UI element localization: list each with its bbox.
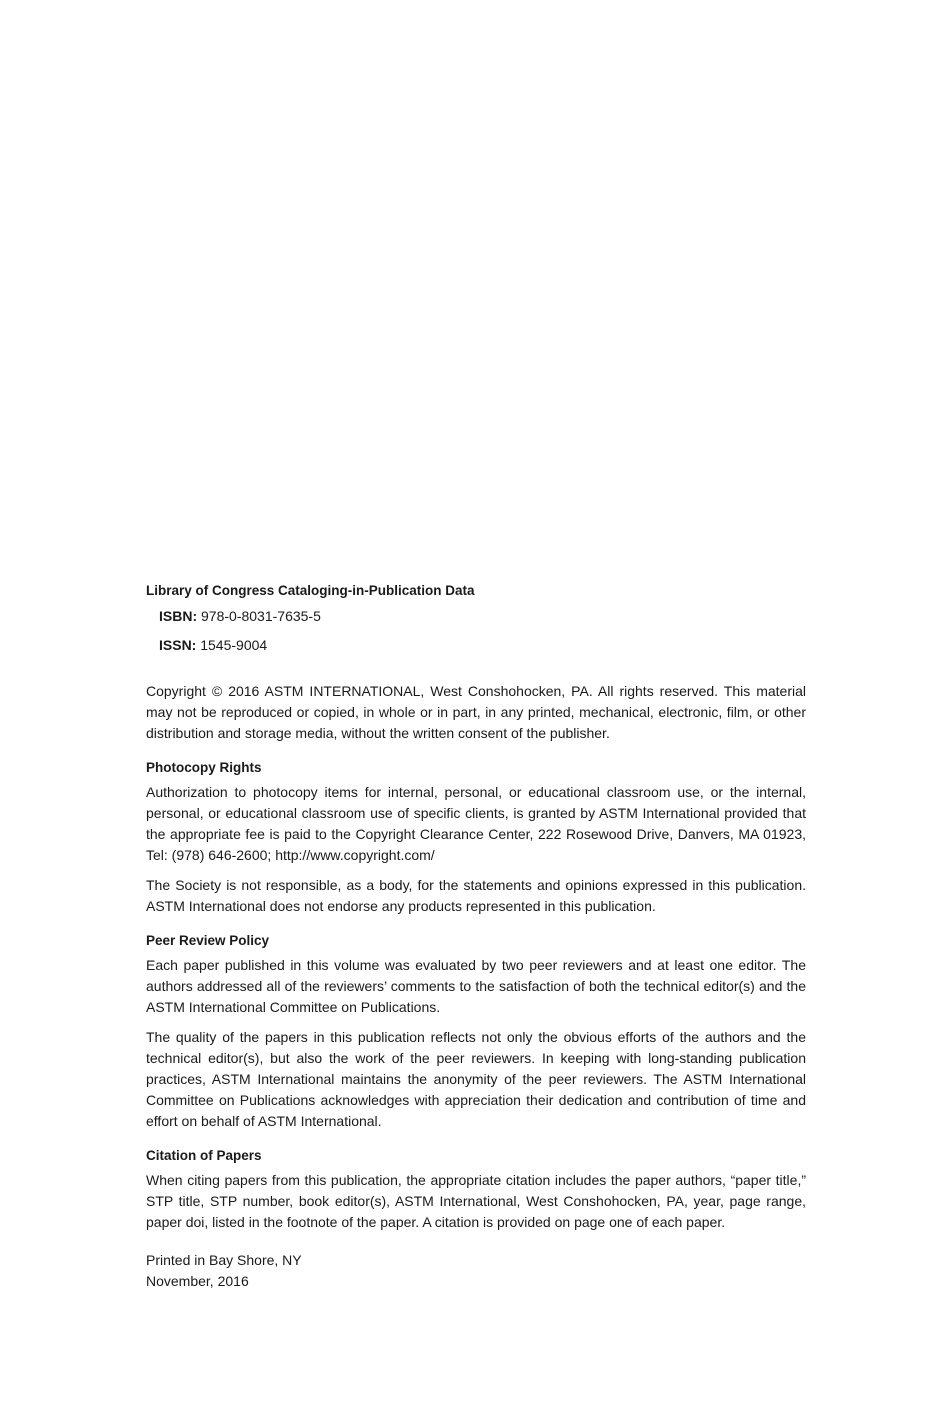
photocopy-rights-paragraph-2: The Society is not responsible, as a body, for the statements and opinions expressed in this publication. ASTM International does not endorse any products represented in this publication. — [146, 877, 806, 914]
printed-date: November, 2016 — [146, 1273, 249, 1289]
issn-line — [159, 635, 806, 656]
copyright-notice: Copyright © 2016 ASTM INTERNATIONAL, West Conshohocken, PA. All rights reserved. This material may not be reproduced or copied, in whole or in part, in any printed, mechanical, electronic, film, or other distribution and storage media, without the written consent of the publisher. — [146, 683, 806, 741]
peer-review-paragraph-1: Each paper published in this volume was evaluated by two peer reviewers and at least one editor. The authors addressed all of the reviewers’ comments to the satisfaction of both the technical editor(s) and the ASTM International Committee on Publications. — [146, 957, 806, 1015]
copyright-page — [146, 580, 806, 1292]
isbn-label: ISBN: — [159, 608, 198, 624]
citation-heading: Citation of Papers — [146, 1148, 262, 1163]
printed-location: Printed in Bay Shore, NY — [146, 1252, 302, 1268]
peer-review-paragraph-2: The quality of the papers in this publication reflects not only the obvious efforts of the authors and the technical editor(s), but also the work of the peer reviewers. In keeping with long-standing publication practices, ASTM International maintains the anonymity of the peer reviewers. The ASTM International Committee on Publications acknowledges with appreciation their dedication and contribution of time and effort on behalf of ASTM International. — [146, 1029, 806, 1129]
isbn-value: 978-0-8031-7635-5 — [197, 608, 321, 624]
peer-review-heading: Peer Review Policy — [146, 933, 270, 948]
photocopy-rights-paragraph-1: Authorization to photocopy items for internal, personal, or educational classroom use, or the internal, personal, or educational classroom use of specific clients, is granted by ASTM International provided that the appropriate fee is paid to the Copyright Clearance Center, 222 Rosewood Drive, Danvers, MA 01923, Tel: (978) 646-2600; http://www.copyright.com/ — [146, 784, 806, 863]
citation-paragraph: When citing papers from this publication, the appropriate citation includes the paper authors, “paper title,” STP title, STP number, book editor(s), ASTM International, West Conshohocken, PA, year, page range, paper doi, listed in the footnote of the paper. A citation is provided on page one of each paper. — [146, 1172, 806, 1230]
issn-label: ISSN: — [159, 637, 197, 653]
isbn-line — [159, 606, 806, 627]
issn-value: 1545-9004 — [196, 637, 268, 653]
photocopy-rights-heading: Photocopy Rights — [146, 760, 262, 775]
cip-title: Library of Congress Cataloging-in-Publication Data — [146, 583, 475, 598]
printed-info — [146, 1250, 806, 1292]
